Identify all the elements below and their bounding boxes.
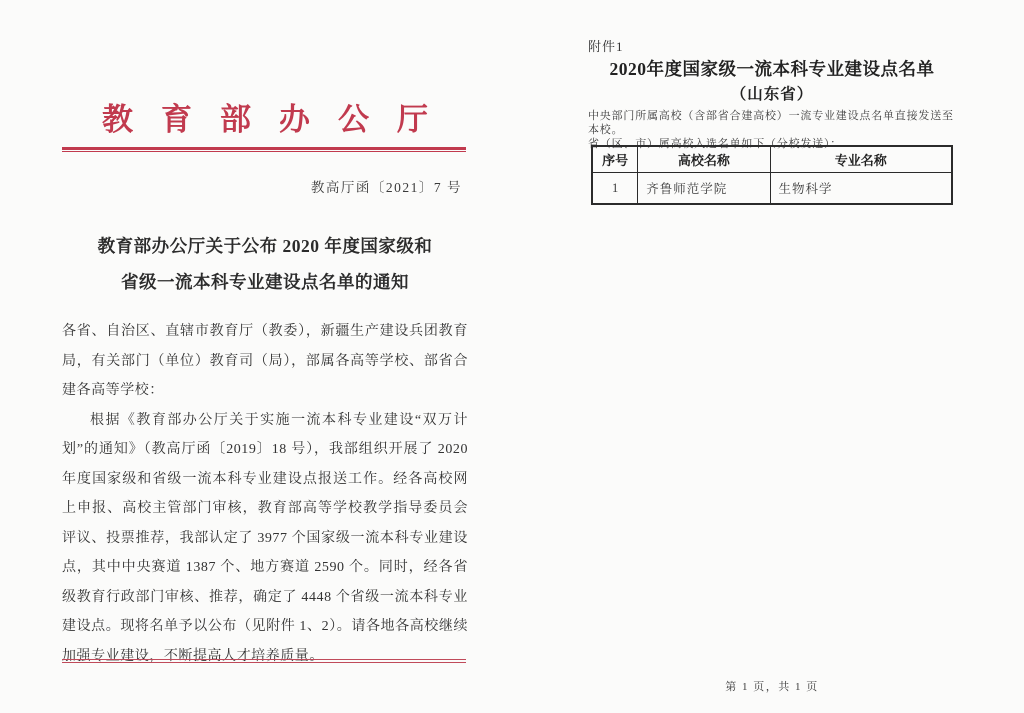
programs-table: [591, 145, 953, 205]
notice-title: [62, 228, 468, 300]
notice-body: [62, 317, 468, 671]
notice-title-line2: 省级一流本科专业建设点名单的通知: [121, 272, 409, 292]
table-header-row: [592, 146, 952, 173]
cell-index: 1: [592, 173, 638, 205]
agency-letterhead: 教育部办公厅: [102, 102, 456, 137]
attachment-title: 2020年度国家级一流本科专业建设点名单: [609, 59, 935, 79]
page-footer-divider: [62, 659, 466, 663]
attachment-note-line1: 中央部门所属高校（含部省合建高校）一流专业建设点名单直接发送至本校。: [588, 110, 954, 136]
header-index: 序号: [592, 146, 638, 173]
cell-university: 齐鲁师范学院: [638, 173, 770, 205]
letterhead-divider: [62, 147, 466, 152]
attachment-note-line2: 省（区、市）属高校入选名单如下（分校发送）：: [588, 138, 843, 150]
main-paragraph: 根据《教育部办公厅关于实施一流本科专业建设“双万计划”的通知》（教高厅函〔2019〕18 号），我部组织开展了 2020 年度国家级和省级一流本科专业建设点报送工作。经各高校网上申报、高校主管部门审核，教育部高等学校教学指导委员会评议、投票推荐，我部认定了 3977 个国家级一流本科专业建设点，其中中央赛道 1387 个、地方赛道 2590 个。同时，经各省级教育行政部门审核、推荐，确定了 4448 个省级一流本科专业建设点。现将名单予以公布（见附件 1、2）。请各地各高校继续加强专业建设，不断提高人才培养质量。: [62, 412, 468, 664]
header-university: 高校名称: [638, 146, 770, 173]
attachment-subtitle: （山东省）: [730, 86, 814, 103]
attachment-label: 附件1: [588, 39, 624, 54]
notice-title-line1: 教育部办公厅关于公布 2020 年度国家级和: [97, 236, 433, 256]
document-number: 教高厅函〔2021〕7 号: [310, 180, 462, 195]
table-row: [592, 173, 952, 205]
salutation-paragraph: 各省、自治区、直辖市教育厅（教委），新疆生产建设兵团教育局，有关部门（单位）教育司（局），部属各高等学校、部省合建各高等学校：: [62, 324, 468, 398]
header-major: 专业名称: [770, 146, 952, 173]
cell-major: 生物科学: [770, 173, 952, 205]
page-number-footer: 第 1 页，共 1 页: [725, 681, 819, 693]
